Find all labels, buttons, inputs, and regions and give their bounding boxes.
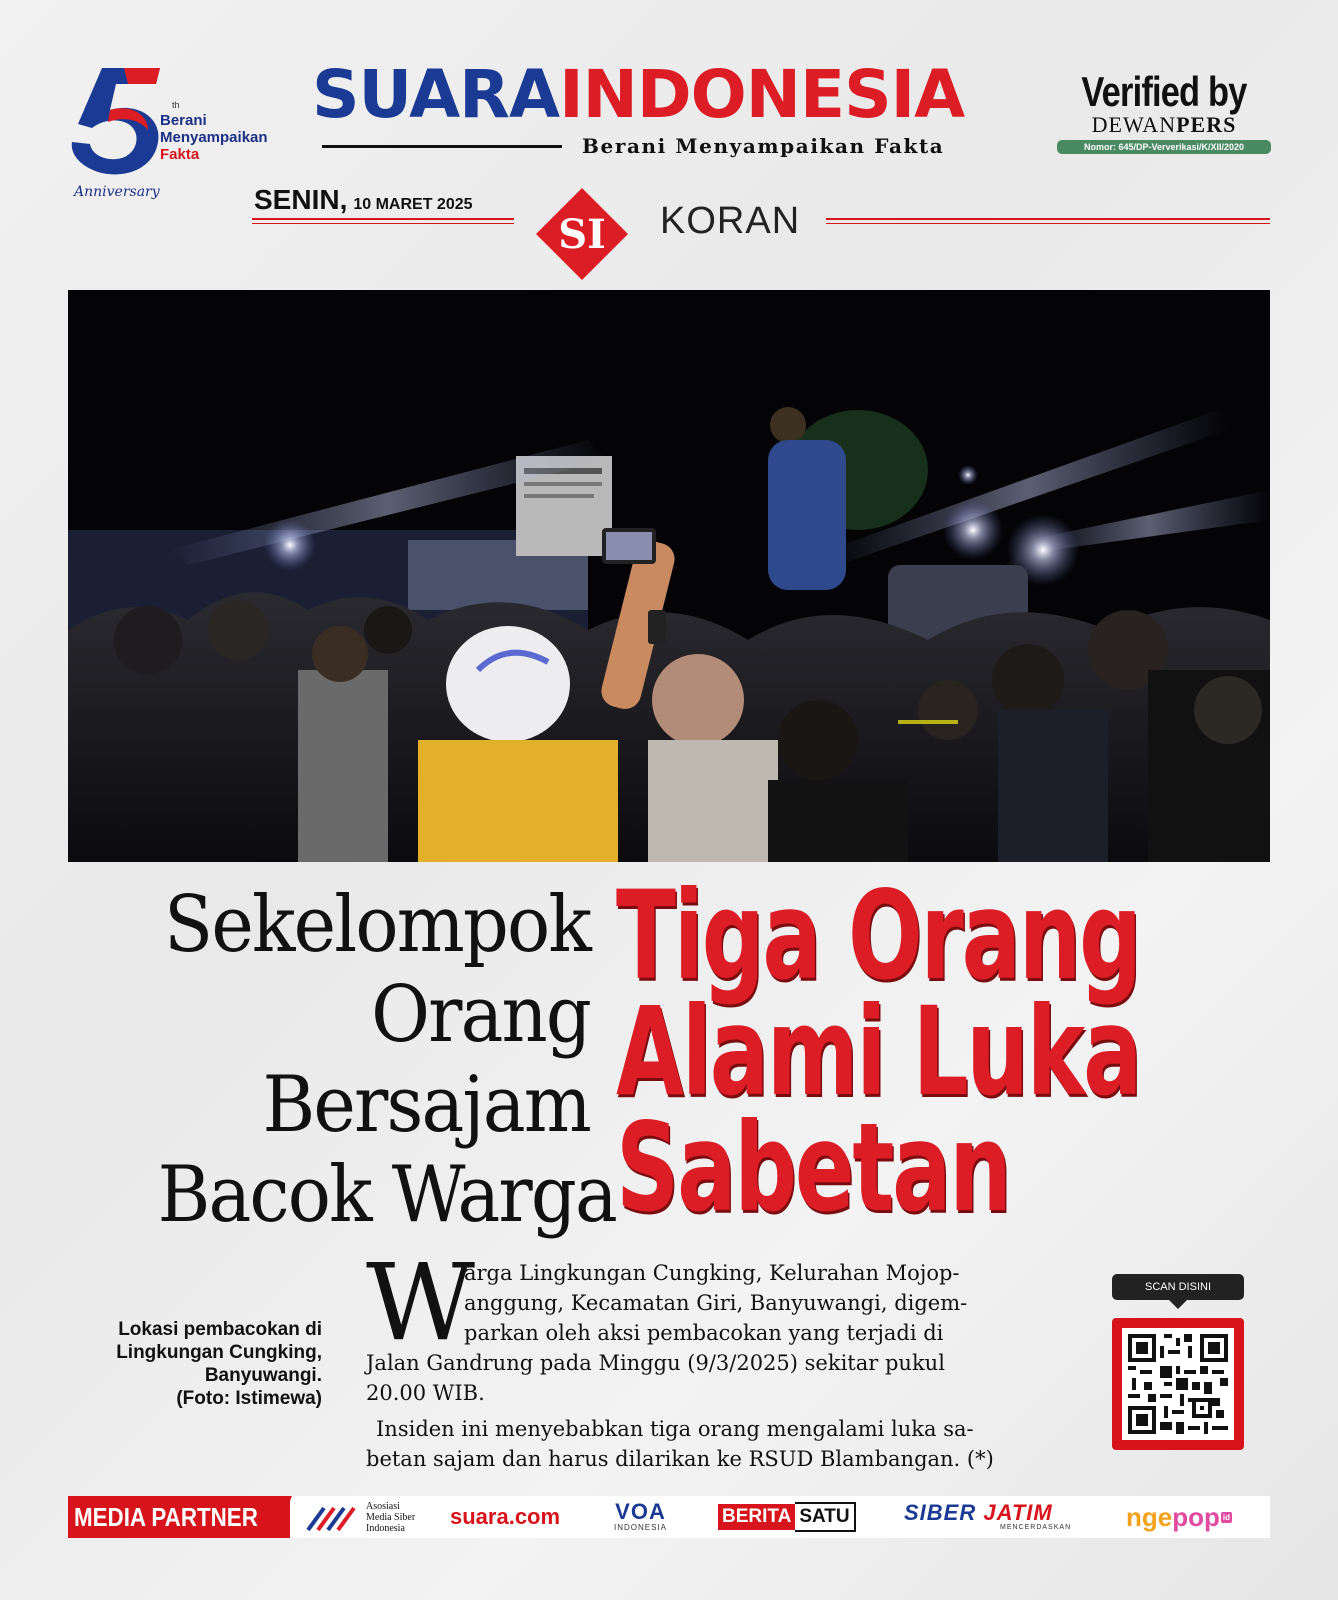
- verified-org: DEWANPERS: [1091, 112, 1237, 137]
- media-partner-label: MEDIA PARTNER: [68, 1496, 290, 1538]
- masthead-rule: [322, 145, 562, 148]
- qr-code-icon[interactable]: [1128, 1334, 1228, 1434]
- partner-siberjatim[interactable]: SIBER JATIM MENCERDASKAN: [904, 1500, 1072, 1531]
- amsi-logo-icon: [306, 1502, 362, 1532]
- article-dropcap: W: [366, 1241, 475, 1364]
- anniversary-word: Anniversary: [74, 184, 160, 200]
- date-day: SENIN,: [254, 184, 348, 215]
- photo-caption: Lokasi pembacokan di Lingkungan Cungking, Banyuwangi. (Foto: Istimewa): [116, 1319, 322, 1409]
- anniversary-slogan: Berani Menyampaikan Fakta: [160, 112, 268, 163]
- qr-scan-block[interactable]: [1112, 1274, 1244, 1450]
- header-rule-left: [252, 218, 514, 224]
- partner-amsi[interactable]: Asosiasi Media Siber Indonesia: [306, 1496, 415, 1538]
- kicker-headline: Sekelompok Orang Bersajam Bacok Warga: [157, 880, 616, 1240]
- dateline: [254, 184, 473, 216]
- anniversary-5-logo: [68, 62, 164, 178]
- masthead-title-indonesia: INDONESIA: [559, 56, 965, 133]
- masthead-tagline: Berani Menyampaikan Fakta: [582, 134, 945, 158]
- verified-title: Verified by: [1081, 68, 1247, 115]
- partner-label-slant: [274, 1496, 292, 1538]
- si-diamond-logo: [534, 186, 630, 282]
- partner-voa[interactable]: VOA INDONESIA: [614, 1499, 668, 1532]
- media-partner-bar: [68, 1496, 1270, 1538]
- header-rule-right: [826, 218, 1270, 224]
- article-paragraph-1: arga Lingkungan Cungking, Kelurahan Mojop- anggung, Kecamatan Giri, Banyuwangi, digem- parkan oleh aksi pembacokan yang terjadi di Jalan Gandrung pada Minggu (9/3/2025) sekitar pukul 20.00 WIB.: [366, 1261, 968, 1405]
- partner-beritasatu[interactable]: BERITA SATU: [718, 1496, 856, 1538]
- verified-number: Nomor: 645/DP-Ververikasi/K/XII/2020: [1057, 140, 1271, 154]
- masthead-title: [312, 56, 1022, 133]
- news-photo: [68, 290, 1270, 862]
- article-body: [366, 1241, 1076, 1474]
- date-full: 10 MARET 2025: [353, 196, 473, 213]
- partner-suaracom[interactable]: suara.com: [450, 1504, 561, 1529]
- masthead-title-suara: SUARA: [312, 56, 560, 133]
- masthead: [312, 56, 1022, 160]
- qr-code-frame[interactable]: [1112, 1318, 1244, 1450]
- si-logo-text: SI: [558, 211, 606, 258]
- verified-badge: [1056, 70, 1272, 154]
- main-headline: Tiga Orang Alami Luka Sabetan: [616, 865, 1141, 1239]
- edition-label: KORAN: [660, 200, 801, 242]
- anniversary-suffix: th: [172, 100, 180, 110]
- article-paragraph-2: Insiden ini menyebabkan tiga orang mengalami luka sa- betan sajam dan harus dilarikan ke RSUD Blambangan. (*): [366, 1417, 994, 1471]
- scan-label: SCAN DISINI: [1112, 1274, 1244, 1300]
- partner-ngepop[interactable]: nge pop id: [1126, 1501, 1230, 1532]
